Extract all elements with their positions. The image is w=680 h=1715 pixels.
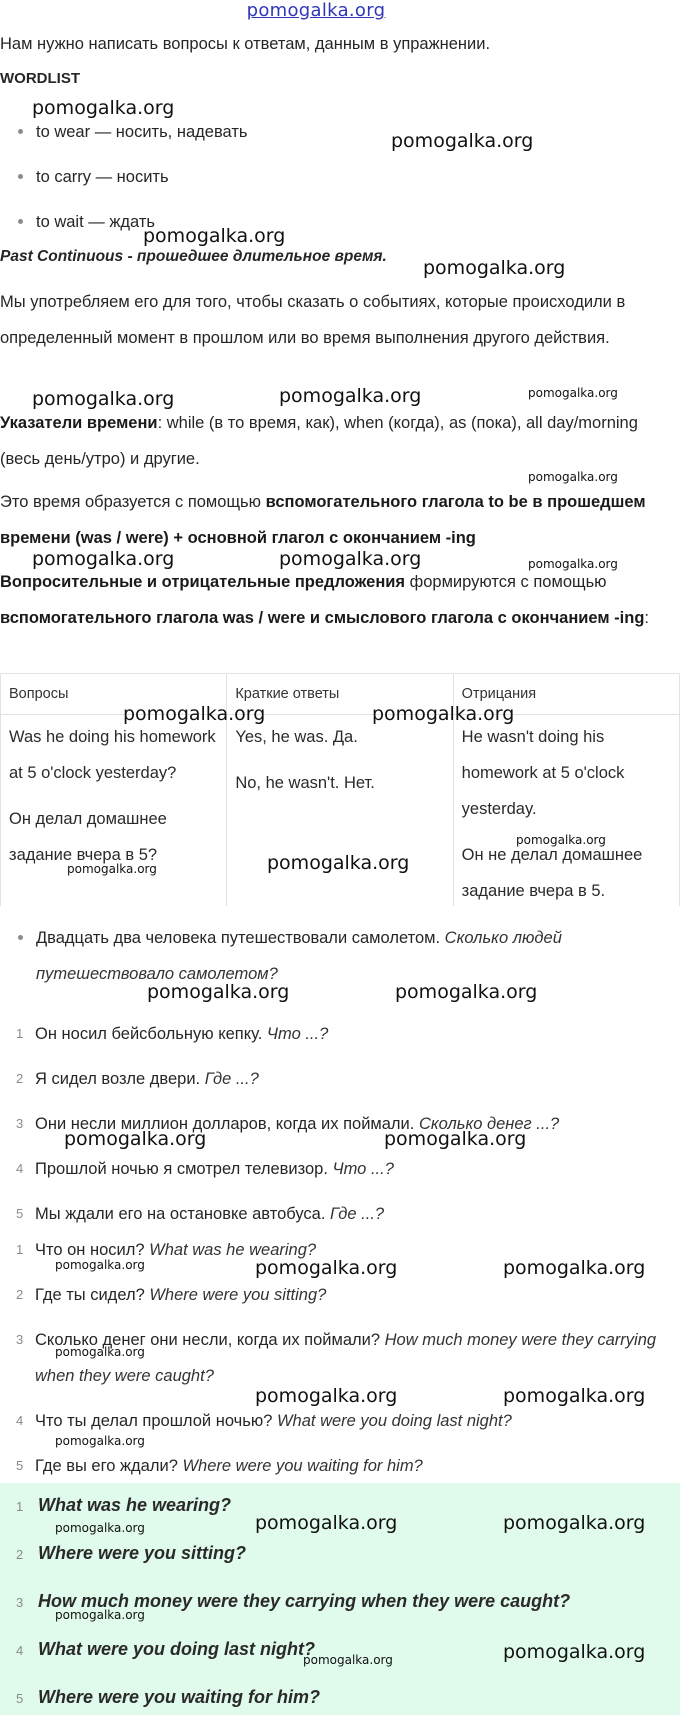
watermark: pomogalka.org bbox=[372, 703, 515, 725]
watermark: pomogalka.org bbox=[516, 833, 606, 847]
site-link[interactable]: pomogalka.org bbox=[246, 0, 386, 21]
watermark: pomogalka.org bbox=[64, 1128, 207, 1150]
bullet-icon bbox=[18, 129, 23, 134]
table-cell: Yes, he was. Да. No, he wasn't. Нет. bbox=[227, 715, 453, 910]
time-markers: Указатели времени: while (в то время, как), when (когда), as (пока), all day/morning (весь день/утро) и другие. bbox=[0, 414, 638, 468]
watermark: pomogalka.org bbox=[528, 557, 618, 571]
watermark: pomogalka.org bbox=[32, 548, 175, 570]
watermark: pomogalka.org bbox=[423, 257, 566, 279]
watermark: pomogalka.org bbox=[55, 1345, 145, 1359]
table-cell: Was he doing his homework at 5 o'clock yesterday? Он делал домашнее задание вчера в 5? bbox=[1, 715, 227, 910]
watermark: pomogalka.org bbox=[528, 470, 618, 484]
theory-usage: Мы употребляем его для того, чтобы сказать о событиях, которые происходили в определенный момент в прошлом или во время выполнения другого действия. bbox=[0, 293, 626, 347]
watermark: pomogalka.org bbox=[503, 1385, 646, 1407]
table-cell: He wasn't doing his homework at 5 o'clock yesterday. Он не делал домашнее задание вчера в 5. bbox=[453, 715, 679, 910]
watermark: pomogalka.org bbox=[147, 981, 290, 1003]
watermark: pomogalka.org bbox=[255, 1257, 398, 1279]
watermark: pomogalka.org bbox=[391, 130, 534, 152]
watermark: pomogalka.org bbox=[384, 1128, 527, 1150]
watermark: pomogalka.org bbox=[55, 1608, 145, 1622]
table-header: Отрицания bbox=[453, 674, 679, 715]
watermark: pomogalka.org bbox=[67, 862, 157, 876]
watermark: pomogalka.org bbox=[255, 1385, 398, 1407]
intro-text: Нам нужно написать вопросы к ответам, данным в упражнении. bbox=[0, 35, 491, 53]
table-bottom-mask bbox=[0, 906, 680, 918]
watermark: pomogalka.org bbox=[503, 1257, 646, 1279]
bullet-icon bbox=[18, 174, 23, 179]
watermark: pomogalka.org bbox=[395, 981, 538, 1003]
answer-box: 1 What was he wearing? 2 Where were you sitting? 3 How much money were they carrying when they were caught? 4 What were you doing last night? 5 Where were you waiting for him? bbox=[0, 1483, 680, 1715]
watermark: pomogalka.org bbox=[123, 703, 266, 725]
question-rule: Вопросительные и отрицательные предложения формируются с помощью вспомогательного глагола was / were и смыслового глагола с окончанием -ing: bbox=[0, 573, 650, 627]
watermark: pomogalka.org bbox=[55, 1258, 145, 1272]
table-header: Краткие ответы bbox=[227, 674, 453, 715]
watermark: pomogalka.org bbox=[55, 1521, 145, 1535]
watermark: pomogalka.org bbox=[503, 1512, 646, 1534]
watermark: pomogalka.org bbox=[279, 385, 422, 407]
site-header bbox=[0, 0, 680, 26]
bullet-icon bbox=[18, 219, 23, 224]
watermark: pomogalka.org bbox=[503, 1641, 646, 1663]
table-header: Вопросы bbox=[1, 674, 227, 715]
watermark: pomogalka.org bbox=[528, 386, 618, 400]
bullet-icon bbox=[18, 935, 23, 940]
watermark: pomogalka.org bbox=[267, 852, 410, 874]
watermark: pomogalka.org bbox=[32, 97, 175, 119]
watermark: pomogalka.org bbox=[303, 1653, 393, 1667]
wordlist-title: WORDLIST bbox=[0, 70, 80, 87]
theory-heading: Past Continuous - прошедшее длительное время. bbox=[0, 248, 387, 265]
watermark: pomogalka.org bbox=[55, 1434, 145, 1448]
watermark: pomogalka.org bbox=[143, 225, 286, 247]
formation-rule: Это время образуется с помощью вспомогательного глагола to be в прошедшем времени (was / were) + основной глагол с окончанием -ing bbox=[0, 493, 646, 547]
watermark: pomogalka.org bbox=[279, 548, 422, 570]
watermark: pomogalka.org bbox=[32, 388, 175, 410]
watermark: pomogalka.org bbox=[255, 1512, 398, 1534]
